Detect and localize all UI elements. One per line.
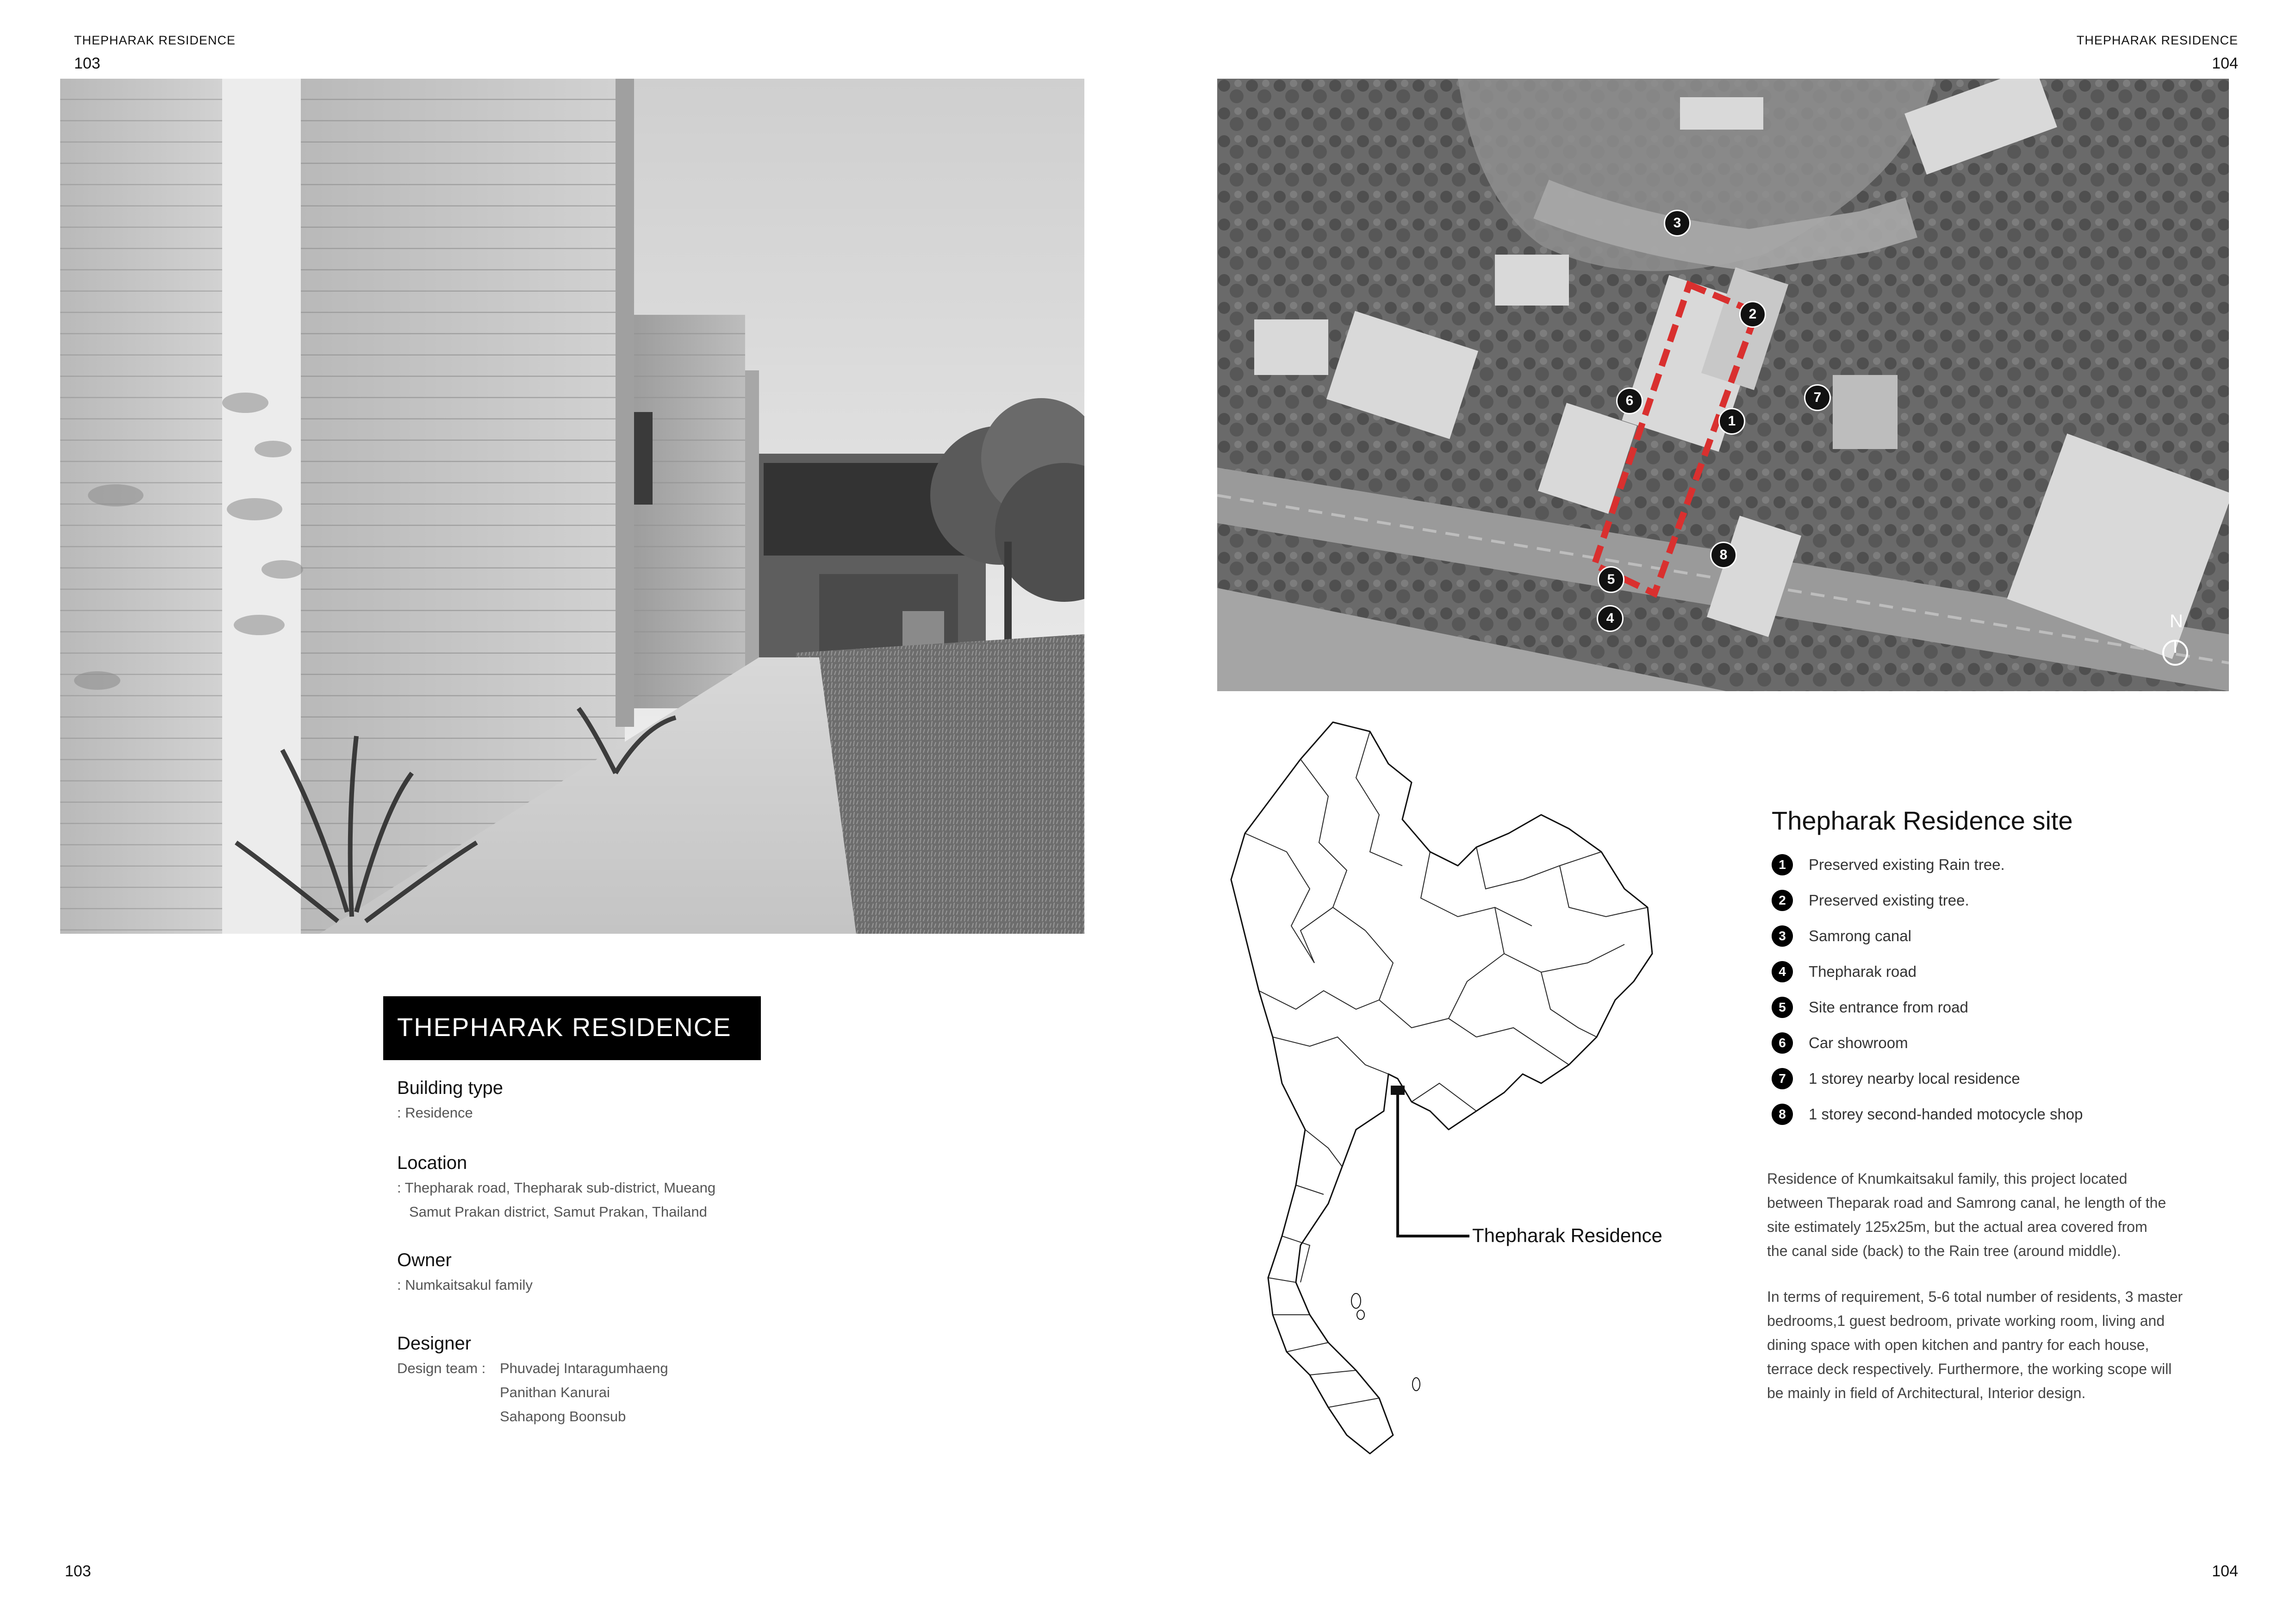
site-marker-2: 2 [1739,301,1766,328]
owner-label: Owner [397,1250,452,1270]
map-callout-label: Thepharak Residence [1469,1224,1665,1247]
right-header-page: 104 [2212,55,2238,72]
legend-text: Site entrance from road [1809,999,1968,1016]
legend-number: 8 [1772,1104,1793,1125]
legend-text: 1 storey nearby local residence [1809,1070,2020,1087]
right-header-title: THEPHARAK RESIDENCE [2076,33,2238,47]
legend-number: 6 [1772,1032,1793,1054]
legend-number: 1 [1772,854,1793,875]
site-marker-3: 3 [1664,210,1691,237]
legend-text: Car showroom [1809,1034,1908,1051]
project-title-box [383,996,761,1060]
description-line: be mainly in field of Architectural, Interior design. [1767,1385,2086,1401]
site-marker-7: 7 [1804,384,1831,411]
legend-text: Samrong canal [1809,927,1911,944]
legend-number: 5 [1772,997,1793,1018]
designer-name: Panithan Kanurai [500,1384,610,1400]
project-title: THEPHARAK RESIDENCE [397,1012,732,1042]
design-team-label: Design team : [397,1360,486,1376]
location-label: Location [397,1153,467,1173]
architectural-render-image [60,79,1084,934]
designer-name: Phuvadej Intaragumhaeng [500,1360,668,1376]
description-line: bedrooms,1 guest bedroom, private working room, living and [1767,1312,2165,1329]
site-marker-4: 4 [1597,605,1624,632]
legend-number: 7 [1772,1068,1793,1089]
left-header-title: THEPHARAK RESIDENCE [74,33,236,47]
legend-title: Thepharak Residence site [1772,806,2073,835]
thailand-province-map [1217,713,1685,1509]
description-line: Residence of Knumkaitsakul family, this project located [1767,1170,2128,1187]
site-marker-6: 6 [1616,387,1643,414]
building-type-value: : Residence [397,1105,473,1121]
legend-number: 4 [1772,961,1793,982]
site-marker-5: 5 [1598,566,1624,593]
description-line: dining space with open kitchen and pantry for each house, [1767,1337,2149,1353]
designer-name: Sahapong Boonsub [500,1408,626,1424]
legend-number: 2 [1772,890,1793,911]
legend-number: 3 [1772,925,1793,947]
owner-value: : Numkaitsakul family [397,1277,533,1293]
legend-text: 1 storey second-handed motocycle shop [1809,1106,2083,1123]
description-line: the canal side (back) to the Rain tree (around middle). [1767,1243,2121,1259]
description-line: between Theparak road and Samrong canal, he length of the [1767,1194,2166,1211]
description-line: In terms of requirement, 5-6 total number of residents, 3 master [1767,1288,2183,1305]
location-line1: : Thepharak road, Thepharak sub-district, Mueang [397,1180,716,1196]
left-footer-page: 103 [65,1562,91,1580]
description-paragraph-1 [1767,1167,2166,1263]
location-line2: Samut Prakan district, Samut Prakan, Thailand [409,1204,707,1220]
aerial-site-photo [1217,79,2229,691]
description-line: terrace deck respectively. Furthermore, the working scope will [1767,1361,2172,1377]
left-header-page: 103 [74,55,100,72]
site-marker-1: 1 [1718,408,1745,435]
description-line: site estimately 125x25m, but the actual area covered from [1767,1218,2147,1235]
designer-label: Designer [397,1333,472,1354]
description-paragraph-2 [1767,1285,2183,1405]
site-marker-8: 8 [1710,542,1737,568]
right-footer-page: 104 [2212,1562,2238,1580]
north-label: N [2170,611,2183,631]
legend-text: Preserved existing tree. [1809,892,1969,909]
legend-text: Thepharak road [1809,963,1916,980]
building-type-label: Building type [397,1078,504,1098]
legend-text: Preserved existing Rain tree. [1809,856,2005,873]
